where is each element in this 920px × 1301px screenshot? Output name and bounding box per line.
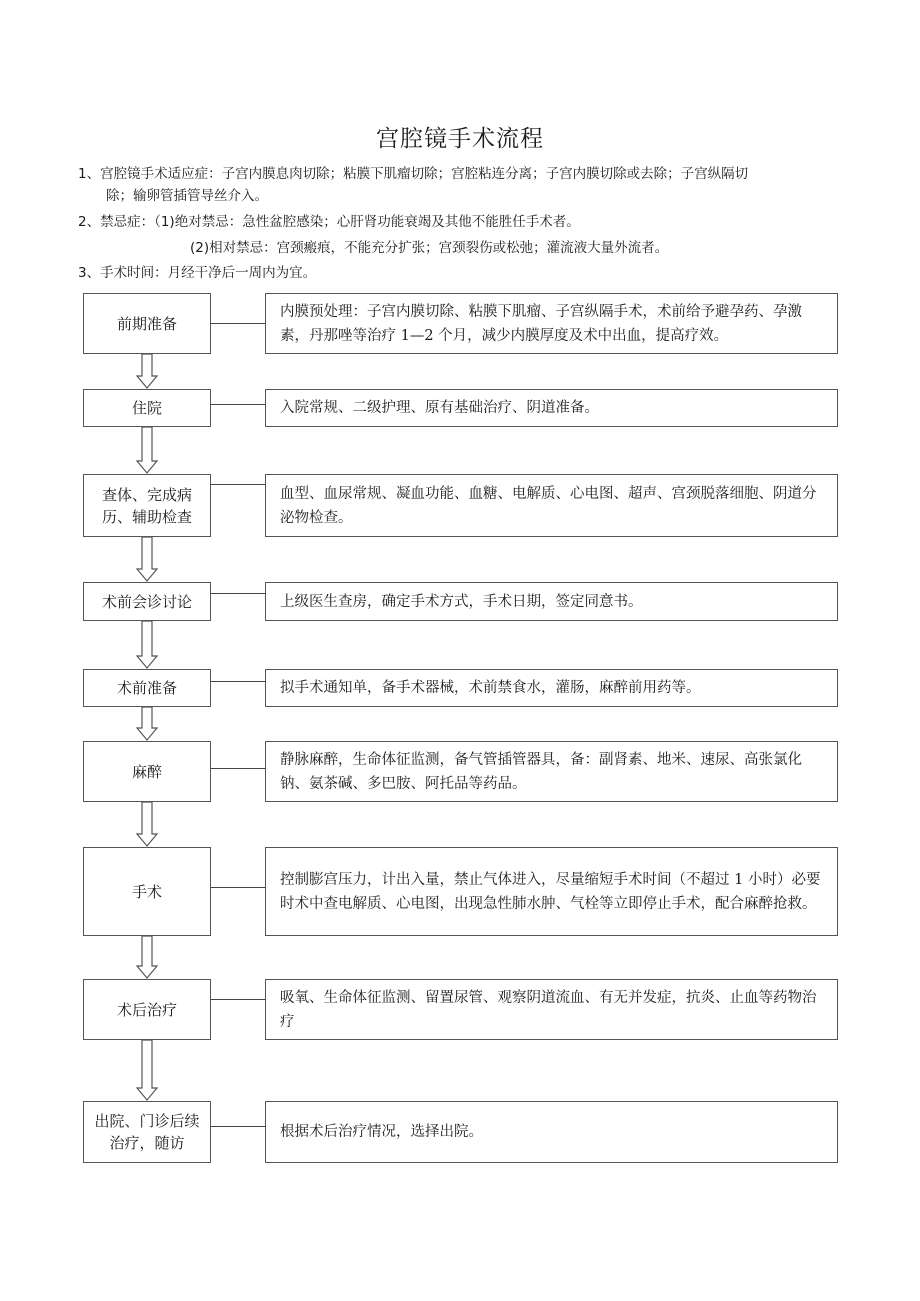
down-arrow-icon	[137, 936, 157, 978]
connector-line	[211, 887, 265, 888]
step-postop-detail: 吸氧、生命体征监测、留置尿管、观察阴道流血、有无并发症，抗炎、止血等药物治疗	[265, 979, 838, 1040]
step-prep-label: 前期准备	[83, 293, 211, 354]
connector-line	[211, 999, 265, 1000]
step-admission-detail: 入院常规、二级护理、原有基础治疗、阴道准备。	[265, 389, 838, 427]
step-discharge-detail: 根据术后治疗情况，选择出院。	[265, 1101, 838, 1163]
step-surgery-label: 手术	[83, 847, 211, 936]
step-postop-label: 术后治疗	[83, 979, 211, 1040]
connector-line	[211, 681, 265, 682]
down-arrow-icon	[137, 621, 157, 668]
indications-text: 1、宫腔镜手术适应症：子宫内膜息肉切除；粘膜下肌瘤切除；宫腔粘连分离；子宫内膜切除或去除；子宫纵隔切	[78, 166, 749, 182]
down-arrow-icon	[137, 427, 157, 473]
down-arrow-icon	[137, 802, 157, 846]
relative-contraindications-text: (2)相对禁忌：宫颈瘢痕，不能充分扩张；宫颈裂伤或松弛；灌流液大量外流者。	[190, 240, 669, 256]
step-consult-label: 术前会诊讨论	[83, 582, 211, 621]
connector-line	[211, 404, 265, 405]
down-arrow-icon	[137, 354, 157, 388]
indications-text-cont: 除；输卵管插管导丝介入。	[106, 188, 268, 204]
absolute-contraindications-text: 2、禁忌症：（1)绝对禁忌：急性盆腔感染；心肝肾功能衰竭及其他不能胜任手术者。	[78, 214, 580, 230]
surgery-timing-text: 3、手术时间：月经干净后一周内为宜。	[78, 265, 317, 281]
step-surgery-detail: 控制膨宫压力，计出入量，禁止气体进入，尽量缩短手术时间（不超过 1 小时）必要时术中查电解质、心电图，出现急性肺水肿、气栓等立即停止手术，配合麻醉抢救。	[265, 847, 838, 936]
step-discharge-label: 出院、门诊后续治疗，随访	[83, 1101, 211, 1163]
page-title: 宫腔镜手术流程	[376, 126, 544, 152]
down-arrow-icon	[137, 1040, 157, 1100]
step-preop-detail: 拟手术通知单，备手术器械，术前禁食水，灌肠，麻醉前用药等。	[265, 669, 838, 707]
step-exam-detail: 血型、血尿常规、凝血功能、血糖、电解质、心电图、超声、宫颈脱落细胞、阴道分泌物检查。	[265, 474, 838, 537]
connector-line	[211, 323, 265, 324]
step-prep-detail: 内膜预处理：子宫内膜切除、粘膜下肌瘤、子宫纵隔手术，术前给予避孕药、孕激素，丹那唑等治疗 1—2 个月，减少内膜厚度及术中出血，提高疗效。	[265, 293, 838, 354]
step-admission-label: 住院	[83, 389, 211, 427]
down-arrow-icon	[137, 707, 157, 740]
step-consult-detail: 上级医生查房，确定手术方式，手术日期，签定同意书。	[265, 582, 838, 621]
connector-line	[211, 1126, 265, 1127]
connector-line	[211, 484, 265, 485]
step-anesthesia-label: 麻醉	[83, 741, 211, 802]
connector-line	[211, 593, 265, 594]
step-anesthesia-detail: 静脉麻醉，生命体征监测，备气管插管器具，备：副肾素、地米、速尿、高张氯化钠、氨茶碱、多巴胺、阿托品等药品。	[265, 741, 838, 802]
down-arrow-icon	[137, 537, 157, 581]
connector-line	[211, 768, 265, 769]
step-exam-label: 查体、完成病历、辅助检查	[83, 474, 211, 537]
step-preop-label: 术前准备	[83, 669, 211, 707]
